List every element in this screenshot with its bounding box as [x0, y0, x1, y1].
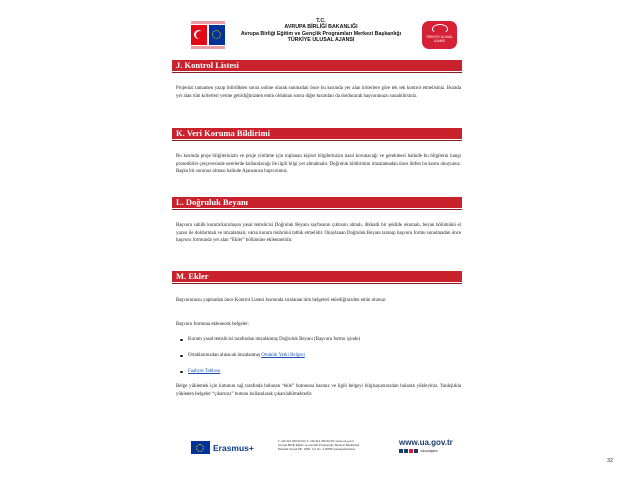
header-line-2: AVRUPA BİRLİĞİ BAKANLIĞI: [284, 24, 358, 31]
attachments-list: [176, 336, 461, 384]
page-footer: [191, 438, 459, 462]
activity-table-link[interactable]: Faaliyet Tablosu: [188, 369, 221, 374]
eu-flag-icon: [209, 25, 225, 45]
website-link[interactable]: www.ua.gov.tr: [399, 438, 453, 447]
header-line-4: TÜRKİYE ULUSAL AJANSI: [287, 37, 355, 44]
header-line-1: T.C.: [316, 18, 326, 24]
list-item: [176, 368, 461, 384]
eu-flag-icon: [191, 441, 210, 454]
section-l-body: Başvuru sahibi kurum/kuruluşun yasal temsilcisi Doğruluk Beyanı sayfasının çıktısını almalı, dikkatli bir şekilde okumalı, beyan bölümünü el yazısı ile doldurmalı ve imzalamalı, varsa kurum mührünü tatbik etmelidir. Onaylanan Doğruluk Beyanı taranıp başvuru formu sunulmadan önce başvuru formunda yer alan “Ekler” bölümüne eklenmelidir.: [176, 223, 461, 243]
section-m-intro: Başvurunuzu yapmadan önce Kontrol Listesi kısmında sıralanan tüm belgeleri eklediğinizden emin olunuz:: [176, 298, 387, 303]
erasmus-logo: Erasmus+: [213, 443, 254, 453]
twitter-icon[interactable]: [404, 449, 408, 453]
national-agency-logo: TÜRKİYE ULUSAL AJANSI: [422, 21, 457, 49]
header-line-3: Avrupa Birliği Eğitim ve Gençlik Programları Merkezi Başkanlığı: [240, 30, 402, 37]
swirl-icon: [432, 24, 448, 34]
section-j-body: Projenizi tamamen yazıp bitirdikten sonra online olarak sunmadan önce bu kısımda yer alan kriterlere göre tek tek kontrol etmelisiniz. Burada yer alan tüm kriterleri yerine getirdiğinizden emin olduktan sonra diğer kısımları da doldurarak başvurunuzu sunabilirsiniz.: [176, 86, 461, 99]
page-number: 32: [607, 458, 614, 464]
ministry-logo: [191, 21, 225, 49]
section-l-heading: L. Doğruluk Beyanı: [172, 197, 462, 208]
section-m-heading: M. Ekler: [172, 271, 462, 282]
turkish-flag-icon: [191, 25, 207, 45]
facebook-icon[interactable]: [399, 449, 403, 453]
section-k-body: Bu kısımda proje bilgilerinizin ve proje yürütme için toplanan kişisel bilgilerinizin nasıl korunacağı ve gerekmesi halinde bu bilgilerin hangi prosedürler çerçevesinde nerelerde kullanılacağı ile ilgili bilgi yer almaktadır. Doğruluk bildirimini imzalamadan önce lütfen bu kısmı okuyunuz. Başka bir sorunuz olması halinde Ajansınıza başvurunuz.: [176, 154, 461, 174]
social-links[interactable]: /ulusalajans: [399, 449, 438, 453]
list-item: Ortaklarınızdan alınacak imzalanmış Ortaklık Yetki Belgesi: [176, 352, 461, 368]
instagram-icon[interactable]: [414, 449, 418, 453]
section-j-heading: J. Kontrol Listesi: [172, 60, 462, 71]
partnership-authority-link[interactable]: Ortaklık Yetki Belgesi: [261, 353, 305, 358]
section-m-list-intro: Başvuru formuna eklenecek belgeler:: [176, 322, 250, 327]
document-page: [160, 12, 478, 467]
section-m-outro: Belge yüklemek için kutunun sağ tarafında bulunan “ekle” butonuna basınız ve ilgili belgeyi bilgisayarınızdan bularak yükleyiniz. Yanlışlıkla yüklenen belgeler “çıkarınız” butonu kullanılarak çıkarılabilmektedir.: [176, 384, 461, 397]
list-item: Kurum yasal temsilcisi tarafından imzalanmış Doğruluk Beyanı (Başvuru formu içinde): [176, 336, 461, 352]
youtube-icon[interactable]: [409, 449, 413, 453]
header-title-block: [240, 18, 402, 44]
footer-contact: T +90 312 409 60 00 | F +90 312 409 60 09 | www.ua.gov.tr Avrupa Birliği Eğitim ve Gençlik Programları Merkezi Başkanlığı Mustafa Kemal Mh. 2082. Cd. No: 4 06530 Çankaya/Ankara: [278, 439, 360, 452]
section-k-heading: K. Veri Koruma Bildirimi: [172, 128, 462, 139]
